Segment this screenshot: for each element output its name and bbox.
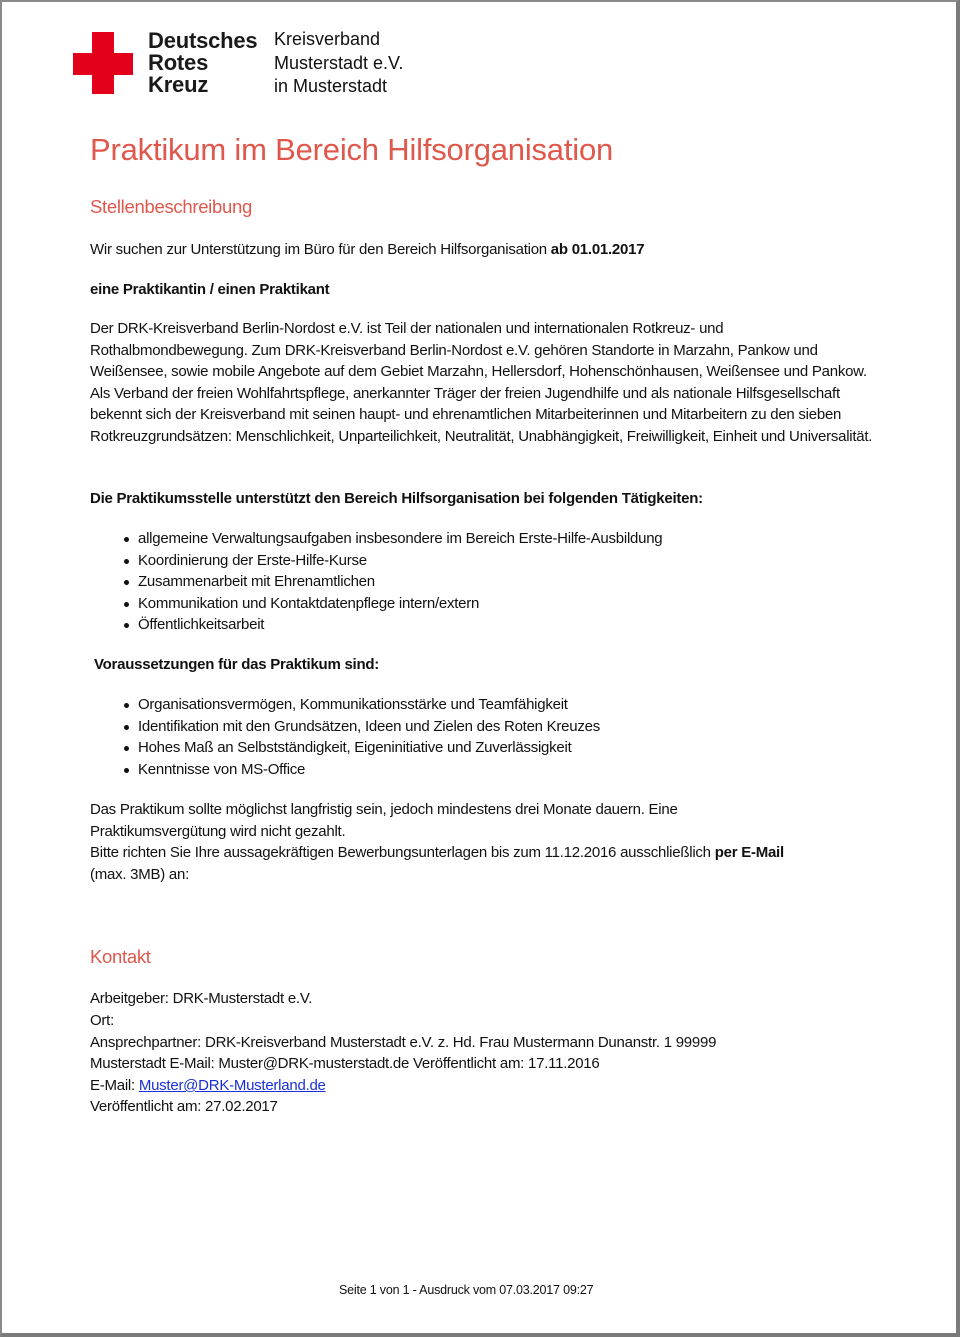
closing-paragraph: Das Praktikum sollte möglichst langfristig sein, jedoch mindestens drei Monate dauern. Eine Praktikumsvergütung wird nicht gezahlt. xyxy=(90,801,678,840)
intro-text: Wir suchen zur Unterstützung im Büro für den Bereich Hilfsorganisation xyxy=(90,241,551,258)
email-label: E-Mail: xyxy=(90,1077,139,1094)
list-item: Hohes Maß an Selbstständigkeit, Eigeninitiative und Zuverlässigkeit xyxy=(120,737,600,759)
contact-person-line: Ansprechpartner: DRK-Kreisverband Musterstadt e.V. z. Hd. Frau Mustermann Dunanstr. 1 99999 xyxy=(90,1034,717,1051)
red-cross-icon xyxy=(73,32,133,94)
logo-line: Kreuz xyxy=(148,72,209,97)
employer-line: Arbeitgeber: DRK-Musterstadt e.V. xyxy=(90,990,313,1007)
logo-line: Deutsches xyxy=(148,28,258,53)
section-heading-description: Stellenbeschreibung xyxy=(90,196,252,217)
list-item: Organisationsvermögen, Kommunikationsstärke und Teamfähigkeit xyxy=(120,694,600,716)
page-title: Praktikum im Bereich Hilfsorganisation xyxy=(90,132,614,167)
org-line: Kreisverband xyxy=(274,29,381,49)
intro-paragraph xyxy=(90,239,644,261)
list-item: Koordinierung der Erste-Hilfe-Kurse xyxy=(120,550,662,572)
tasks-list xyxy=(120,528,662,636)
published-line: Veröffentlicht am: 27.02.2017 xyxy=(90,1098,278,1115)
requirements-list xyxy=(120,694,600,780)
tasks-heading: Die Praktikumsstelle unterstützt den Bereich Hilfsorganisation bei folgenden Tätigkeiten: xyxy=(90,490,703,507)
file-size-note: (max. 3MB) an: xyxy=(90,866,190,883)
requirements-heading: Voraussetzungen für das Praktikum sind: xyxy=(94,656,380,673)
email-link[interactable]: Muster@DRK-Musterland.de xyxy=(138,1077,326,1094)
start-date: ab 01.01.2017 xyxy=(550,241,645,258)
list-item: allgemeine Verwaltungsaufgaben insbesondere im Bereich Erste-Hilfe-Ausbildung xyxy=(120,528,662,550)
section-heading-contact: Kontakt xyxy=(90,946,151,967)
email-line xyxy=(90,1075,326,1097)
list-item: Zusammenarbeit mit Ehrenamtlichen xyxy=(120,571,662,593)
application-text: Bitte richten Sie Ihre aussagekräftigen Bewerbungsunterlagen bis zum 11.12.2016 ausschließlich xyxy=(90,844,715,861)
about-paragraph: Der DRK-Kreisverband Berlin-Nordost e.V. ist Teil der nationalen und internationalen Rotkreuz- und Rothalbmondbewegung. Zum DRK-Kreisverband Berlin-Nordost e.V. gehören Standorte in Marzahn, Pankow und Weißensee, sowie mobile Angebote auf dem Gebiet Marzahn, Hellersdorf, Hohenschönhausen, Weißensee und Pankow. Als Verband der freien Wohlfahrtspflege, anerkannter Träger der freien Jugendhilfe und als nationale Hilfsgesellschaft bekennt sich der Kreisverband mit seinen haupt- und ehrenamtlichen Mitarbeiterinnen und Mitarbeitern zu den sieben Rotkreuzgrundsätzen: Menschlichkeit, Unparteilichkeit, Neutralität, Unabhängigkeit, Freiwilligkeit, Einheit und Universalität. xyxy=(90,320,873,445)
list-item: Kenntnisse von MS-Office xyxy=(120,759,600,781)
list-item: Kommunikation und Kontaktdatenpflege intern/extern xyxy=(120,593,662,615)
drk-logo-wordmark xyxy=(148,30,257,96)
list-item: Identifikation mit den Grundsätzen, Ideen und Zielen des Roten Kreuzes xyxy=(120,716,600,738)
logo-line: Rotes xyxy=(148,50,209,75)
organization-name xyxy=(274,28,403,99)
org-line: in Musterstadt xyxy=(274,76,388,96)
contact-person-continued: Musterstadt E-Mail: Muster@DRK-musterstadt.de Veröffentlicht am: 17.11.2016 xyxy=(90,1055,600,1072)
page-footer: Seite 1 von 1 - Ausdruck vom 07.03.2017 09:27 xyxy=(339,1283,594,1297)
application-method: per E-Mail xyxy=(714,844,784,861)
application-instructions xyxy=(90,842,784,864)
location-line: Ort: xyxy=(90,1012,114,1029)
list-item: Öffentlichkeitsarbeit xyxy=(120,614,662,636)
org-line: Musterstadt e.V. xyxy=(274,52,404,73)
position-title: eine Praktikantin / einen Praktikant xyxy=(90,281,330,298)
